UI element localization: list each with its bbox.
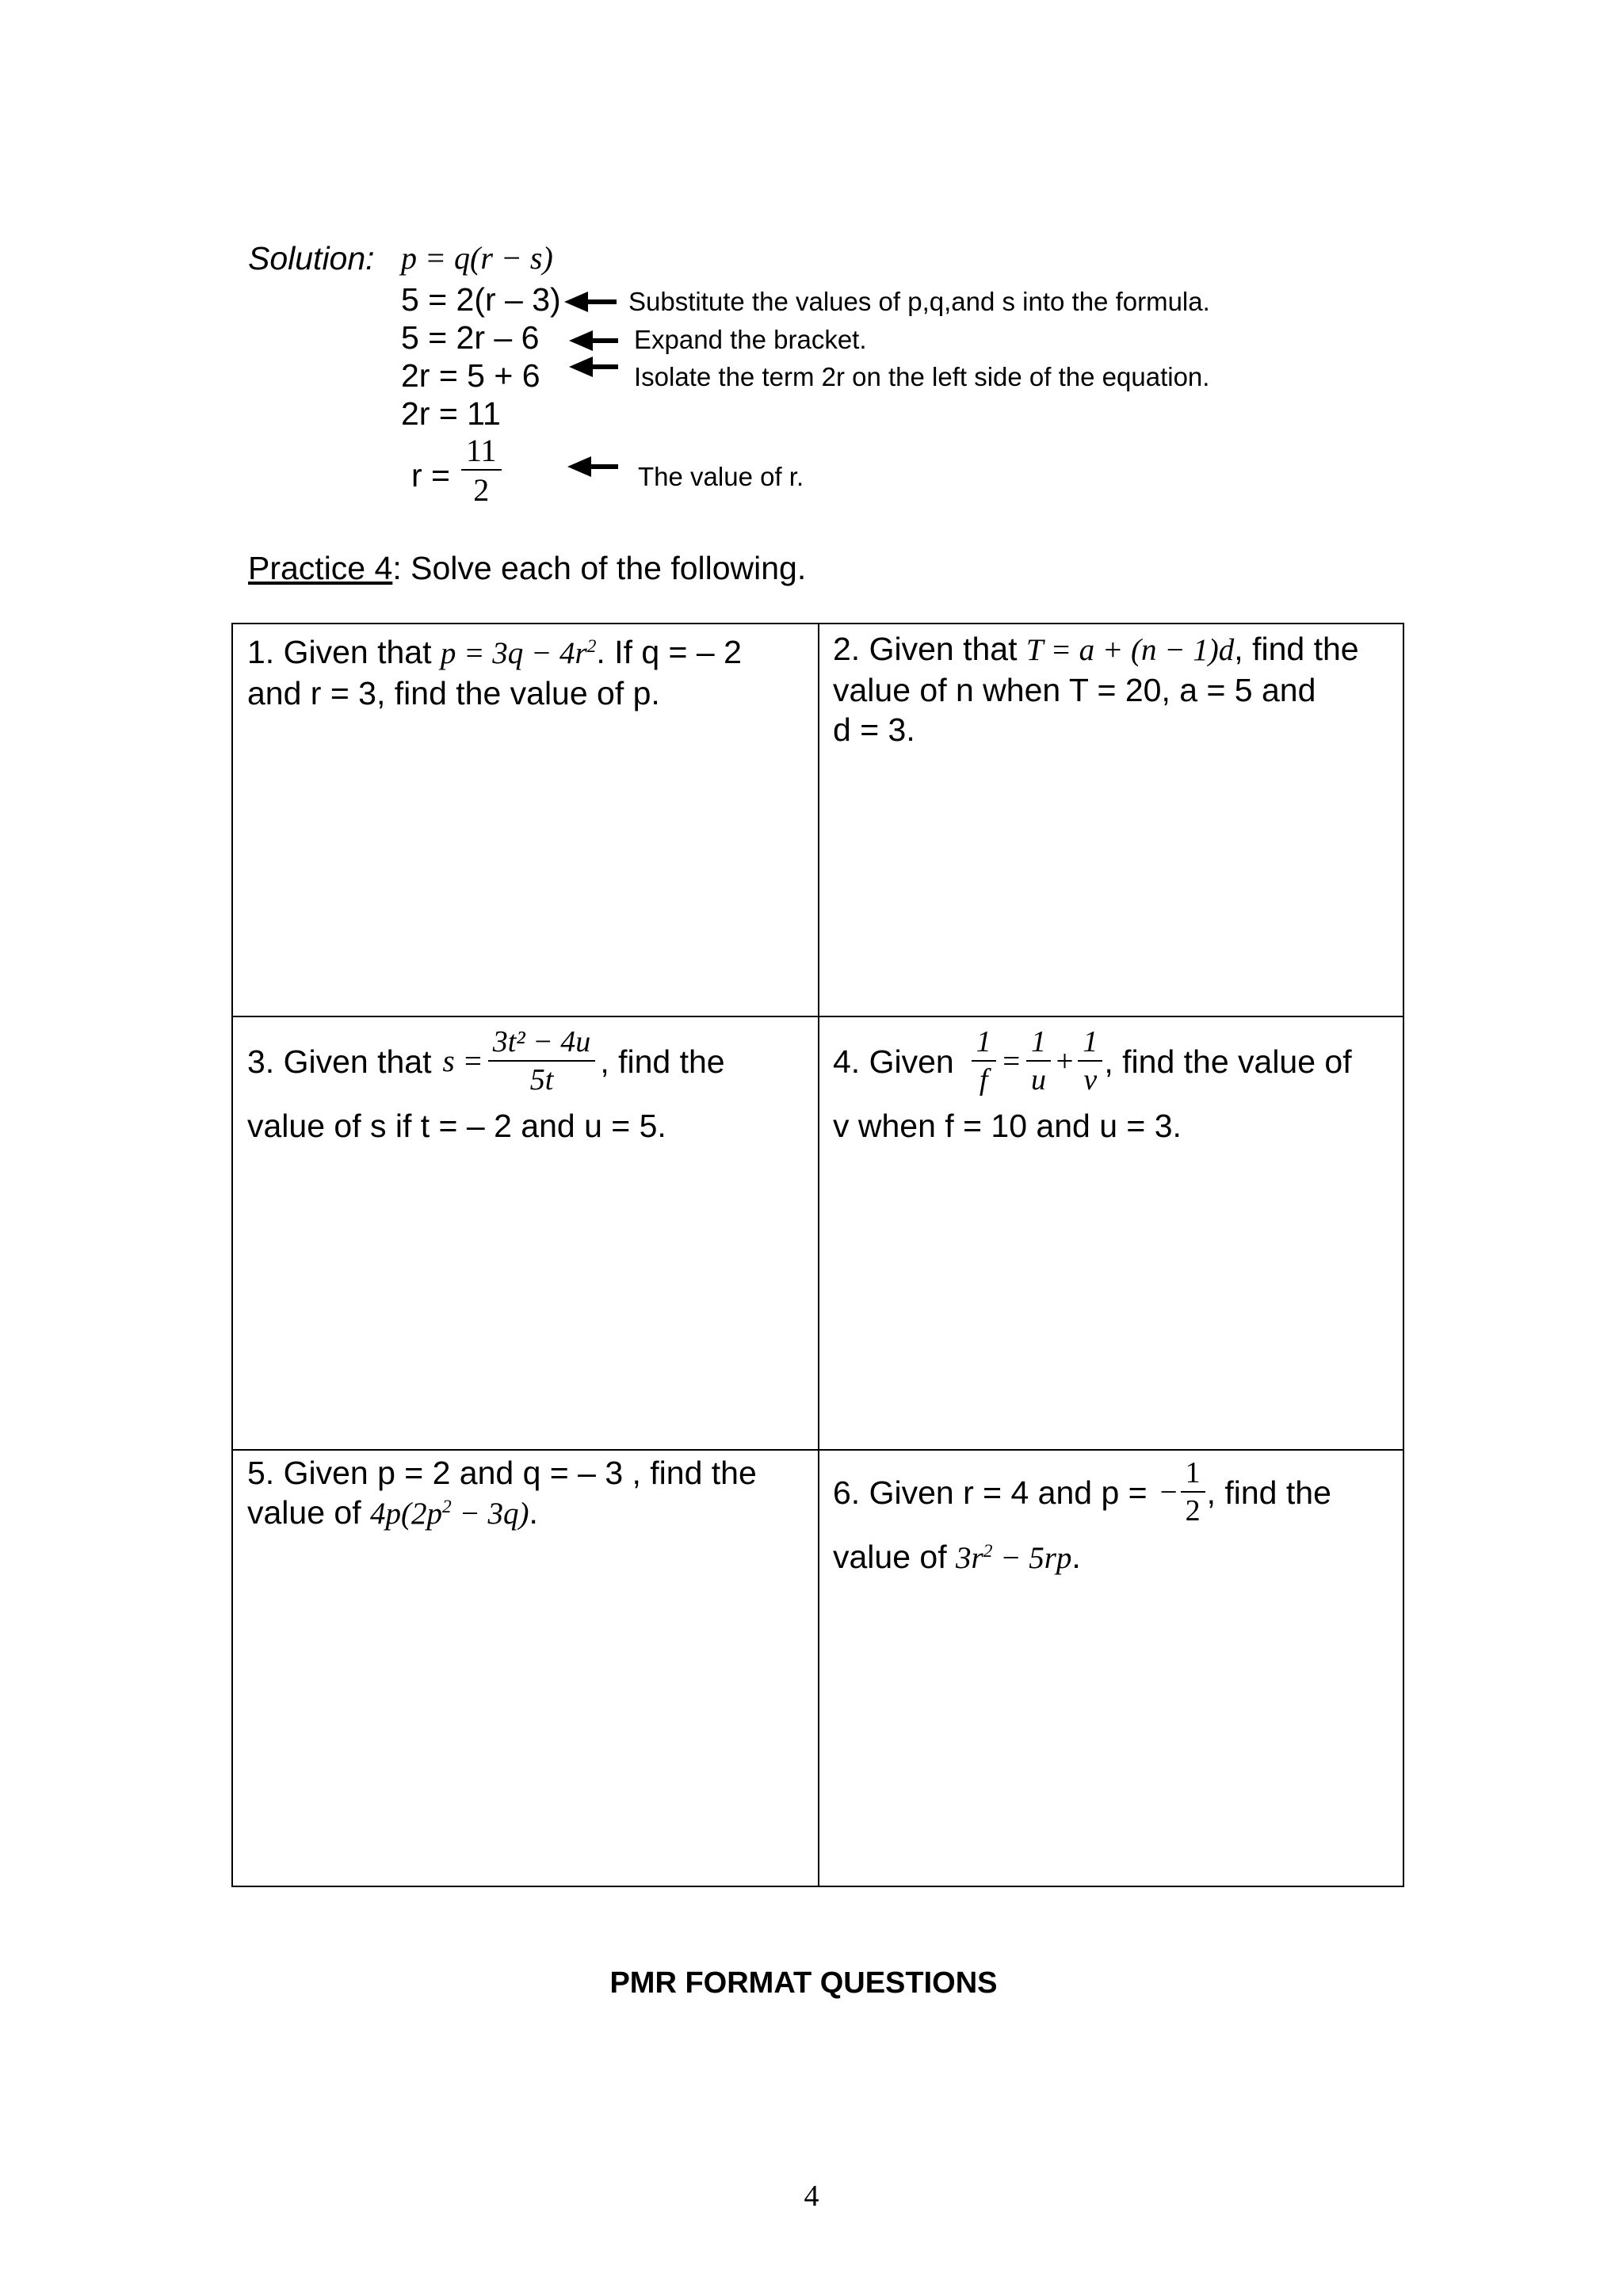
question-5-end: .	[529, 1494, 538, 1531]
arrow-left-icon	[569, 355, 624, 379]
question-5-line1: 5. Given p = 2 and q = – 3 , find the	[247, 1455, 757, 1491]
question-1-lead: 1. Given that	[247, 634, 432, 670]
solution-final-lhs: r =	[411, 457, 450, 494]
question-1-formula: $p = 3q - 4r^2$	[440, 636, 597, 670]
solution-step-1: 5 = 2(r – 3)	[401, 281, 561, 318]
question-1-line2: and r = 3, find the value of p.	[247, 675, 660, 711]
solution-step-2: 5 = 2r – 6	[401, 319, 540, 356]
question-5-lead: value of	[247, 1494, 361, 1531]
solution-step-4: 2r = 11	[401, 395, 501, 432]
question-6-value: − $\frac{1}{2}$	[1160, 1458, 1205, 1527]
fraction-numerator: 11	[461, 434, 502, 471]
question-6-line2: value of	[833, 1539, 947, 1575]
question-6-end: .	[1071, 1539, 1081, 1575]
solution-note-3: Isolate the term 2r on the left side of the equation.	[634, 362, 1210, 391]
question-2-formula: T = a + (n − 1)d	[1025, 633, 1235, 667]
question-6-tail: , find the	[1206, 1474, 1331, 1511]
question-4-formula: $\frac{1}{f}$ = $\frac{1}{u}$ + $\frac{1}{v}$	[972, 1027, 1103, 1097]
question-4	[833, 1022, 1352, 1146]
fraction-denominator: 2	[473, 472, 490, 508]
fraction-denominator: 5t	[529, 1063, 554, 1097]
arrow-left-icon	[564, 290, 620, 314]
question-2-tail: , find the	[1234, 631, 1359, 667]
section-heading: PMR FORMAT QUESTIONS	[609, 1966, 998, 2000]
question-3-line2: value of s if t = – 2 and u = 5.	[247, 1108, 666, 1144]
fraction-numerator: 3t² − 4u	[488, 1027, 596, 1062]
question-3-fraction	[488, 1027, 596, 1097]
solution-note-1: Substitute the values of p,q,and s into the formula.	[628, 287, 1210, 316]
question-3	[247, 1022, 725, 1146]
practice-heading	[248, 550, 806, 587]
solution-step-3: 2r = 5 + 6	[401, 357, 540, 394]
question-4-line2: v when f = 10 and u = 3.	[833, 1108, 1182, 1144]
question-6	[833, 1453, 1331, 1578]
solution-note-final: The value of r.	[638, 462, 804, 491]
question-1-cond: . If q = – 2	[596, 634, 742, 670]
question-2-line2: value of n when T = 20, a = 5 and	[833, 672, 1316, 708]
practice-instruction: : Solve each of the following.	[392, 550, 807, 586]
page-number: 4	[804, 2180, 819, 2213]
question-2-line3: d = 3.	[833, 711, 915, 748]
solution-formula: p = q(r − s)	[401, 240, 553, 276]
arrow-left-icon	[567, 455, 623, 479]
solution-final-fraction	[461, 434, 502, 507]
practice-label: Practice 4	[248, 550, 393, 586]
question-4-lead: 4. Given	[833, 1043, 954, 1080]
question-6-lead: 6. Given r = 4 and p =	[833, 1474, 1148, 1511]
question-2	[833, 629, 1359, 749]
question-3-lead: 3. Given that	[247, 1043, 432, 1080]
grid-divider	[233, 1449, 1403, 1451]
question-2-lead: 2. Given that	[833, 631, 1018, 667]
question-4-tail: , find the value of	[1104, 1043, 1352, 1080]
solution-note-2: Expand the bracket.	[634, 325, 867, 354]
question-3-lhs: s =	[442, 1044, 483, 1078]
grid-divider	[818, 624, 819, 1886]
arrow-left-icon	[569, 329, 624, 353]
question-1	[247, 632, 742, 713]
practice-grid	[231, 623, 1404, 1887]
question-5	[247, 1453, 757, 1534]
question-6-expression: $3r^2 - 5rp$	[956, 1541, 1072, 1575]
solution-label: Solution:	[248, 240, 375, 277]
grid-divider	[233, 1016, 1403, 1017]
question-3-tail: , find the	[600, 1043, 725, 1080]
question-5-expression: $4p(2p^2 - 3q)$	[370, 1497, 529, 1531]
